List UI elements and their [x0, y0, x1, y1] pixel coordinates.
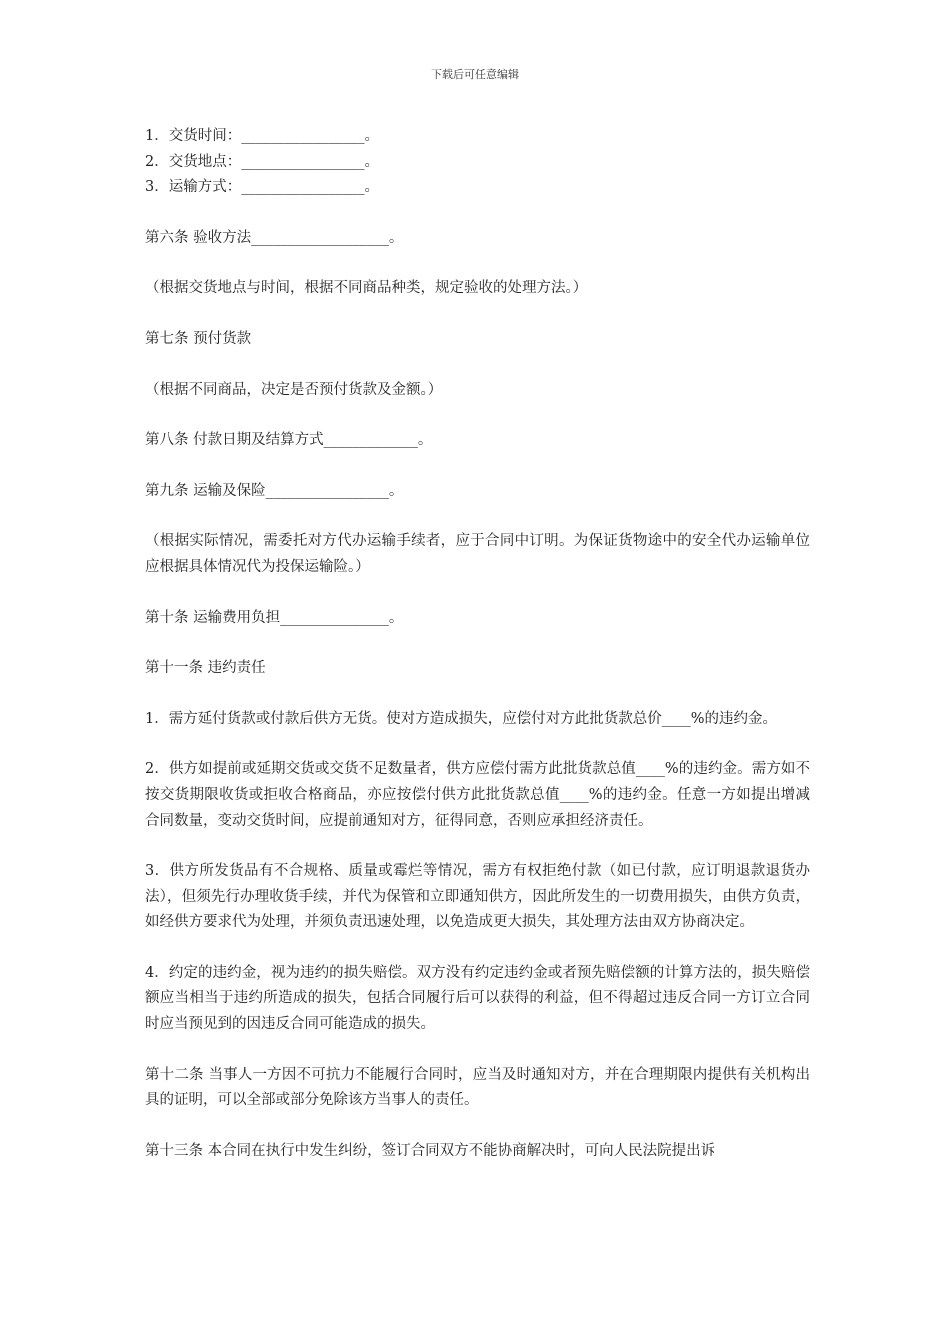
article-6-heading: 第六条 验收方法___________________。: [145, 229, 404, 246]
article-7-heading: 第七条 预付货款: [145, 330, 252, 347]
liability-clause-4: 4．约定的违约金，视为违约的损失赔偿。双方没有约定违约金或者预先赔偿额的计算方法的，损失赔偿额应当相当于违约所造成的损失，包括合同履行后可以获得的利益，但不得超过违反合同一方订立合同时应当预见到的因违反合同可能造成的损失。: [145, 964, 810, 1033]
article-7-note: （根据不同商品，决定是否预付货款及金额。）: [145, 381, 443, 398]
article-6-note: （根据交货地点与时间，根据不同商品种类，规定验收的处理方法。）: [145, 280, 588, 297]
transport-method-item: 3．运输方式：_________________。: [145, 179, 379, 196]
article-8-heading: 第八条 付款日期及结算方式_____________。: [145, 432, 433, 449]
article-11-heading: 第十一条 违约责任: [145, 660, 266, 677]
article-10-heading: 第十条 运输费用负担_______________。: [145, 609, 404, 626]
liability-clause-2: 2．供方如提前或延期交货或交货不足数量者，供方应偿付需方此批货款总值____%的违约金。需方如不按交货期限收货或拒收合格商品，亦应按偿付供方此批货款总值____%的违约金。任意一方如提出增减合同数量，变动交货时间，应提前通知对方，征得同意，否则应承担经济责任。: [145, 761, 810, 829]
liability-clause-1: 1．需方延付货款或付款后供方无货。使对方造成损失，应偿付对方此批货款总价____%的违约金。: [145, 710, 777, 727]
delivery-time-item: 1．交货时间：_________________。: [145, 128, 379, 144]
contract-body: [145, 124, 810, 1164]
delivery-place-item: 2．交货地点：_________________。: [145, 153, 379, 170]
liability-clause-3: 3．供方所发货品有不合规格、质量或霉烂等情况，需方有权拒绝付款（如已付款，应订明退款退货办法），但须先行办理收货手续，并代为保管和立即通知供方，因此所发生的一切费用损失，由供方负责，如经供方要求代为处理，并须负责迅速处理，以免造成更大损失，其处理方法由双方协商决定。: [145, 863, 810, 931]
page-header: 下载后可任意编辑: [431, 68, 519, 81]
article-12-paragraph: 第十二条 当事人一方因不可抗力不能履行合同时，应当及时通知对方，并在合理期限内提供有关机构出具的证明，可以全部或部分免除该方当事人的责任。: [145, 1066, 810, 1109]
article-9-heading: 第九条 运输及保险_________________。: [145, 482, 404, 499]
article-9-note: （根据实际情况，需委托对方代办运输手续者，应于合同中订明。为保证货物途中的安全代办运输单位应根据具体情况代为投保运输险。）: [145, 533, 810, 575]
article-13-paragraph: 第十三条 本合同在执行中发生纠纷，签订合同双方不能协商解决时，可向人民法院提出诉: [145, 1142, 716, 1159]
